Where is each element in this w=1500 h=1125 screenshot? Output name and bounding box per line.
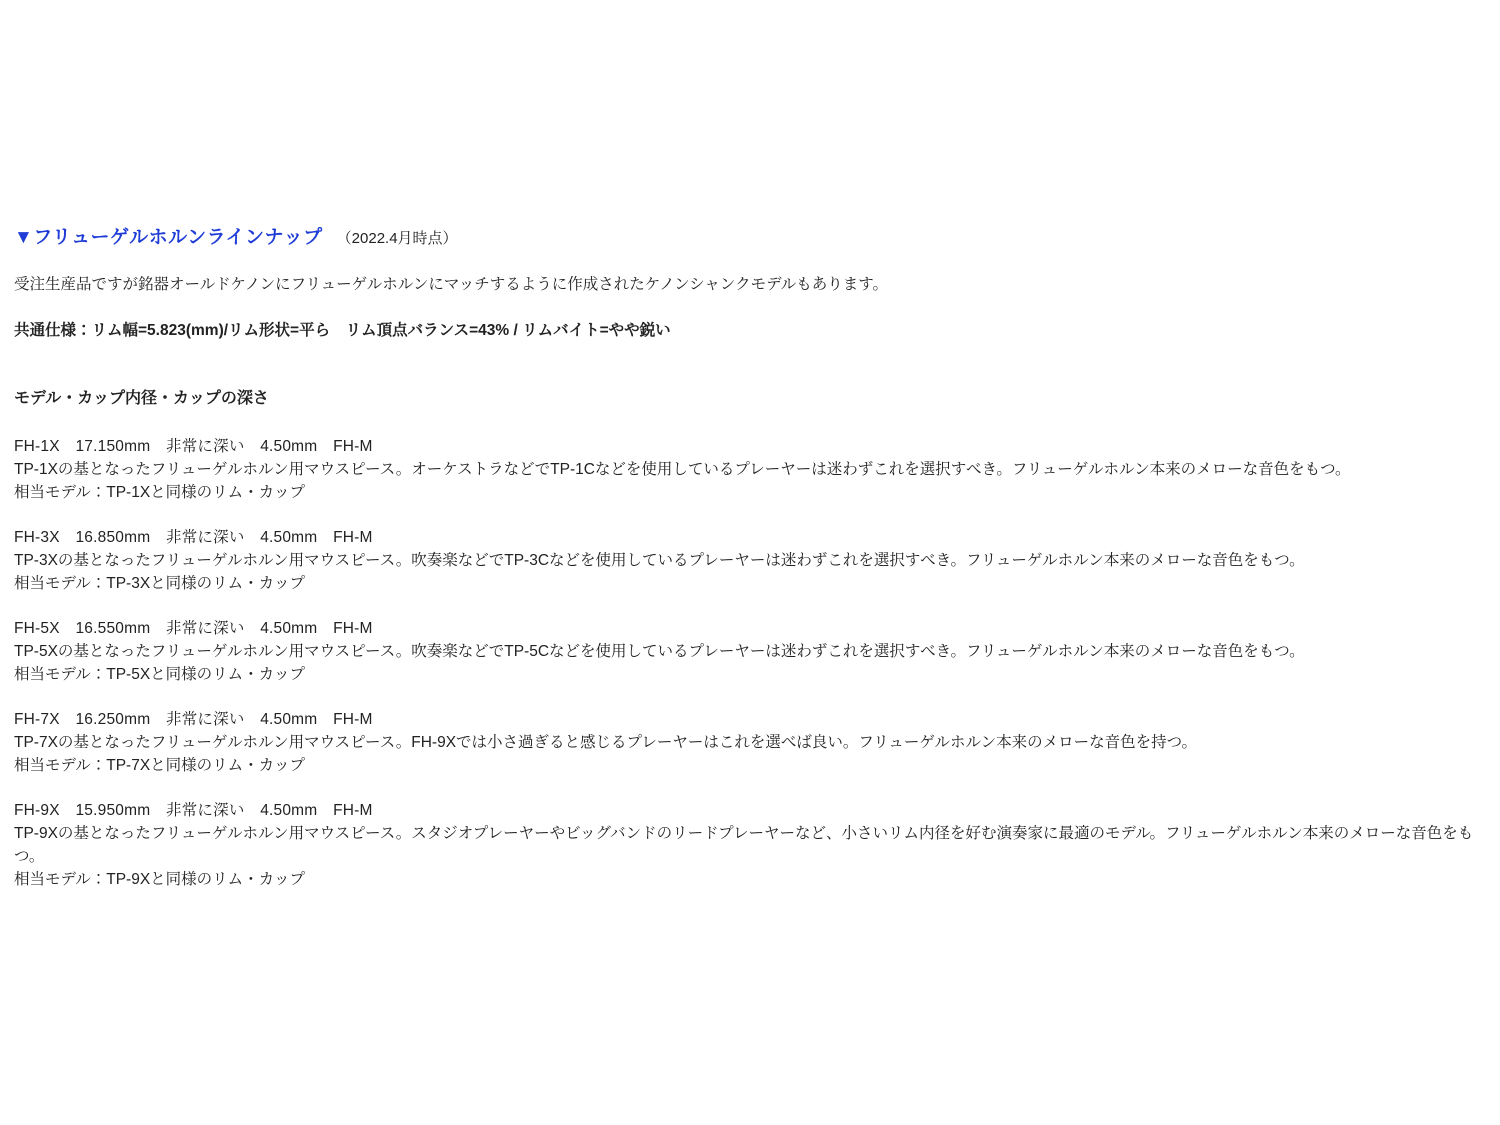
model-entry-fh9x [14, 799, 1486, 891]
model-description: TP-3Xの基となったフリューゲルホルン用マウスピース。吹奏楽などでTP-3Cなどを使用しているプレーヤーは迷わずこれを選択すべき。フリューゲルホルン本来のメローな音色をもつ。 [14, 552, 1305, 569]
model-equivalent: 相当モデル：TP-5Xと同様のリム・カップ [14, 666, 305, 683]
lineup-headline [14, 222, 1486, 249]
common-spec-line: 共通仕様：リム幅=5.823(mm)/リム形状=平ら リム頂点バランス=43% / リムバイト=やや鋭い [14, 322, 671, 339]
model-equivalent: 相当モデル：TP-9Xと同様のリム・カップ [14, 871, 305, 888]
lineup-date-note: （2022.4月時点） [336, 230, 458, 247]
model-equivalent: 相当モデル：TP-1Xと同様のリム・カップ [14, 484, 305, 501]
model-spec-line: FH-5X 16.550mm 非常に深い 4.50mm FH-M [14, 620, 373, 637]
model-entry-fh5x [14, 617, 1486, 686]
intro-paragraph: 受注生産品ですが銘器オールドケノンにフリューゲルホルンにマッチするように作成されたケノンシャンクモデルもあります。 [14, 276, 889, 293]
model-entry-fh1x [14, 435, 1486, 504]
model-spec-line: FH-1X 17.150mm 非常に深い 4.50mm FH-M [14, 438, 373, 455]
model-description: TP-1Xの基となったフリューゲルホルン用マウスピース。オーケストラなどでTP-1Cなどを使用しているプレーヤーは迷わずこれを選択すべき。フリューゲルホルン本来のメローな音色をもつ。 [14, 461, 1351, 478]
model-description: TP-7Xの基となったフリューゲルホルン用マウスピース。FH-9Xでは小さ過ぎると感じるプレーヤーはこれを選べば良い。フリューゲルホルン本来のメローな音色を持つ。 [14, 734, 1198, 751]
lineup-title: ▼フリューゲルホルンラインナップ [14, 227, 323, 248]
model-spec-line: FH-7X 16.250mm 非常に深い 4.50mm FH-M [14, 711, 373, 728]
model-description: TP-9Xの基となったフリューゲルホルン用マウスピース。スタジオプレーヤーやビッグバンドのリードプレーヤーなど、小さいリム内径を好む演奏家に最適のモデル。フリューゲルホルン本来のメローな音色をもつ。 [14, 825, 1474, 865]
model-entry-fh3x [14, 526, 1486, 595]
model-description: TP-5Xの基となったフリューゲルホルン用マウスピース。吹奏楽などでTP-5Cなどを使用しているプレーヤーは迷わずこれを選択すべき。フリューゲルホルン本来のメローな音色をもつ。 [14, 643, 1305, 660]
model-equivalent: 相当モデル：TP-7Xと同様のリム・カップ [14, 757, 305, 774]
model-spec-line: FH-3X 16.850mm 非常に深い 4.50mm FH-M [14, 529, 373, 546]
model-spec-line: FH-9X 15.950mm 非常に深い 4.50mm FH-M [14, 802, 373, 819]
section-title-model-cup: モデル・カップ内径・カップの深さ [14, 390, 269, 407]
model-entry-fh7x [14, 708, 1486, 777]
model-equivalent: 相当モデル：TP-3Xと同様のリム・カップ [14, 575, 305, 592]
